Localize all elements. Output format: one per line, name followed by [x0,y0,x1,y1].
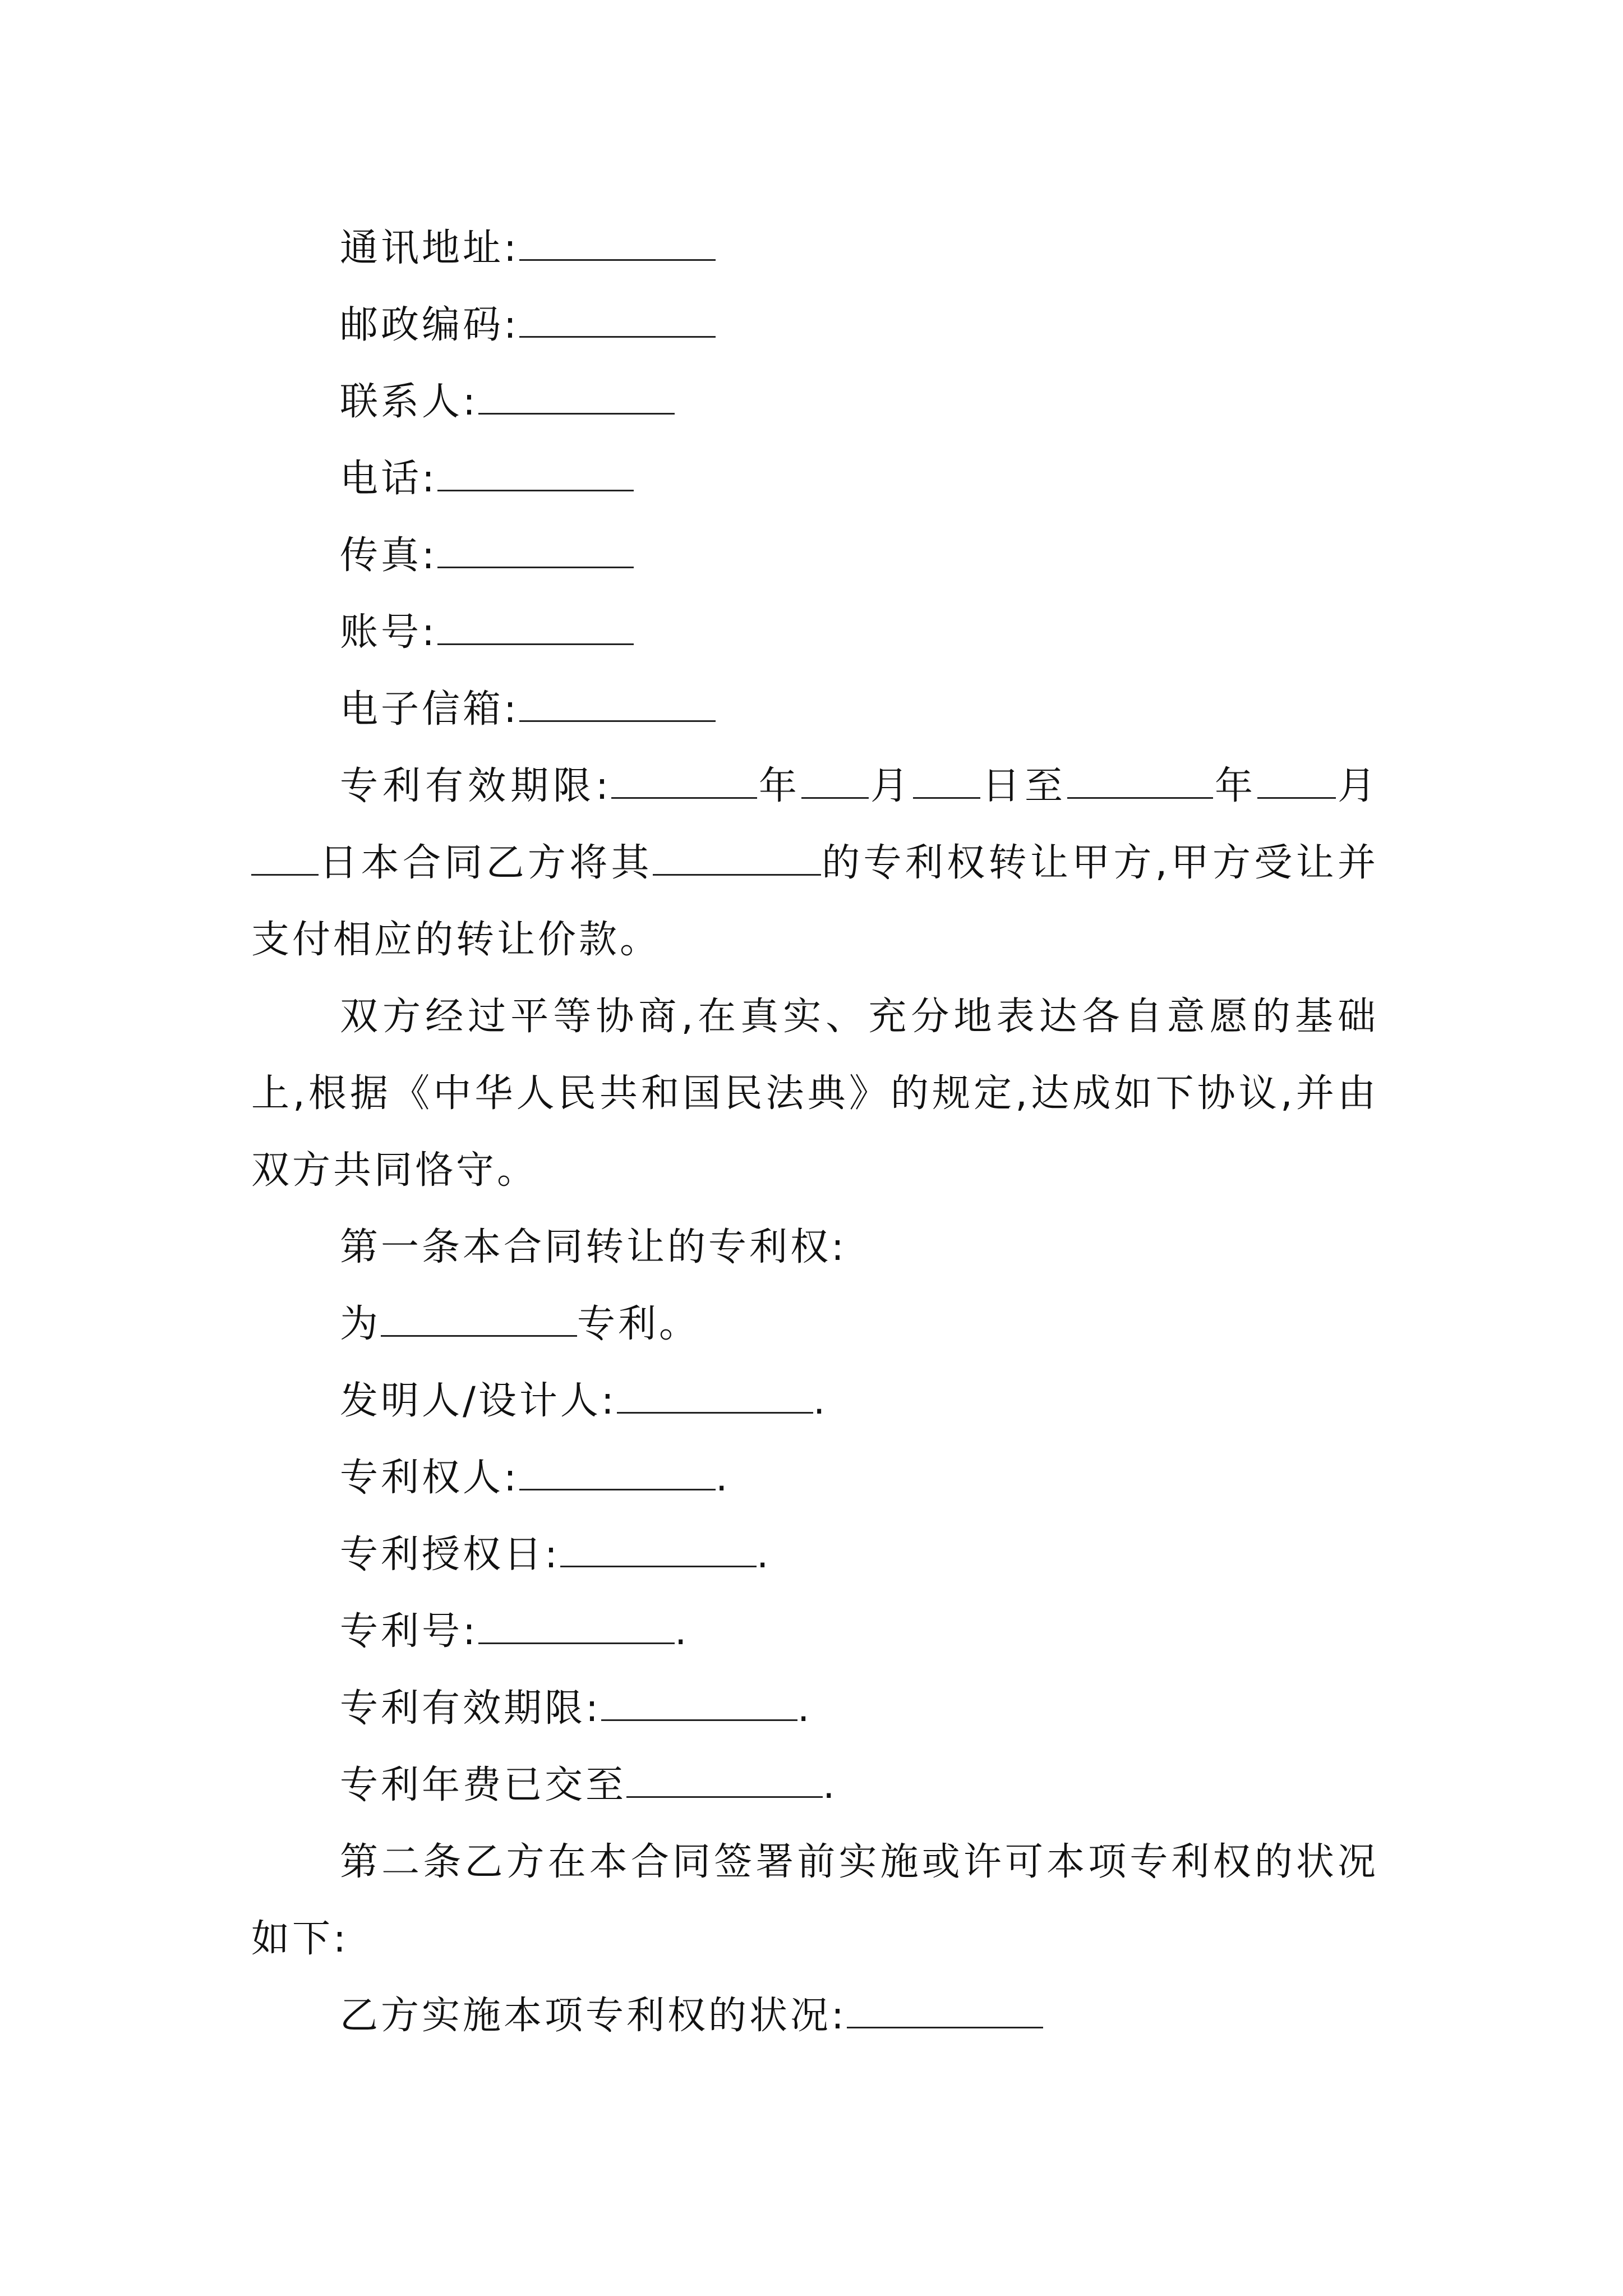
account-blank [437,611,634,645]
account-label: 账号: [340,610,437,655]
validity-rest: 的专利权转让甲方,甲方受让并支付相应的转让价款。 [251,841,1378,962]
validity-day2-blank [251,841,319,876]
email-label: 电子信箱: [340,687,519,731]
grant-date-line [251,1516,1378,1593]
validity-paragraph [251,748,1378,978]
postcode-blank [519,303,716,338]
phone-blank [437,457,634,491]
patentee-period: . [715,1456,731,1500]
patent-no-period: . [674,1609,690,1654]
article1-title: 第一条本合同转让的专利权: [340,1225,847,1269]
grant-date-label: 专利授权日: [340,1533,560,1577]
postcode-label: 邮政编码: [340,303,519,347]
patent-name-blank [653,841,821,876]
agreement-paragraph: 双方经过平等协商,在真实、充分地表达各自意愿的基础上,根据《中华人民共和国民法典》的规定,达成如下协议,并由双方共同恪守。 [251,995,1378,1193]
annual-fee-blank [626,1764,823,1798]
contact-label: 联系人: [340,380,478,424]
validity-day-blank [913,765,980,799]
validity-year2-blank [1067,765,1213,799]
article1-for-line [251,1286,1378,1363]
postcode-line [251,287,1378,364]
annual-fee-line [251,1747,1378,1824]
validity-year: 年 [757,764,801,808]
patent-validity-line [251,1670,1378,1747]
grant-date-period: . [756,1533,772,1577]
patentee-line [251,1439,1378,1516]
patentee-blank [519,1456,716,1490]
phone-line [251,440,1378,517]
validity-month2-blank-a [1257,765,1336,799]
validity-month-blank [801,765,869,799]
email-blank [519,688,716,722]
validity-label: 专利有效期限: [340,764,611,808]
patent-no-blank [478,1610,675,1644]
for-prefix: 为 [340,1302,381,1346]
grant-date-blank [560,1533,757,1567]
contact-line [251,364,1378,440]
article2-title: 第二条乙方在本合同签署前实施或许可本项专利权的状况如下: [251,1840,1378,1961]
inventor-blank [617,1379,813,1414]
contact-blank [478,380,675,415]
inventor-period: . [813,1379,828,1423]
address-line [251,210,1378,287]
patent-validity-label: 专利有效期限: [340,1686,601,1731]
address-label: 通讯地址: [340,226,519,270]
annual-fee-label: 专利年费已交至 [340,1763,627,1807]
account-line [251,594,1378,671]
fax-label: 传真: [340,533,437,578]
annual-fee-period: . [823,1763,838,1807]
inventor-label: 发明人/设计人: [340,1379,617,1423]
patent-type-blank [381,1303,577,1337]
email-line [251,671,1378,748]
validity-day-contract: 日本合同乙方将其 [319,841,653,885]
for-suffix: 专利。 [577,1302,700,1346]
patent-no-line [251,1593,1378,1670]
validity-year2: 年 [1212,764,1257,808]
validity-month: 月 [868,764,913,808]
phone-label: 电话: [340,457,437,501]
validity-year-blank [611,765,757,799]
address-blank [519,227,716,261]
patent-validity-blank [601,1687,797,1721]
validity-day-to: 日至 [980,764,1067,808]
document-body [251,210,1378,2054]
article2-status-label: 乙方实施本项专利权的状况: [340,1994,847,2038]
patent-no-label: 专利号: [340,1609,478,1654]
patentee-label: 专利权人: [340,1456,519,1500]
validity-month2: 月 [1335,764,1378,808]
patent-validity-period: . [797,1686,813,1731]
inventor-line [251,1363,1378,1439]
fax-blank [437,534,634,568]
article2-status-blank [847,1994,1043,2028]
article2-status-line [251,1977,1378,2054]
fax-line [251,517,1378,594]
